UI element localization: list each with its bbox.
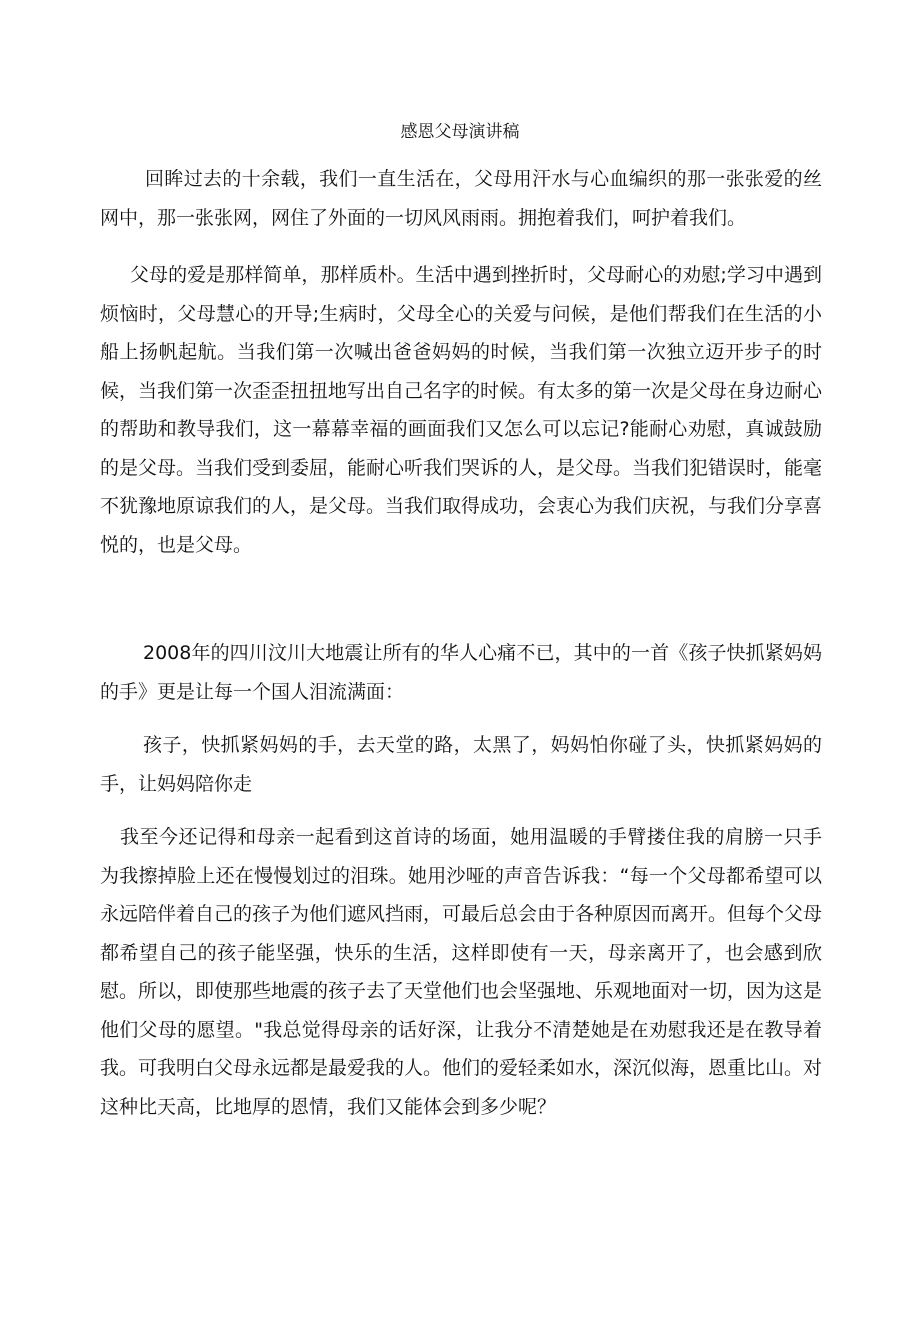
paragraph-1: 回眸过去的十余载，我们一直生活在，父母用汗水与心血编织的那一张张爱的丝网中，那一张张网，网住了外面的一切风风雨雨。拥抱着我们，呵护着我们。: [100, 168, 822, 229]
paragraph-3: 2008年的四川汶川大地震让所有的华人心痛不已，其中的一首《孩子快抓紧妈妈的手》更是让每一个国人泪流满面：: [100, 642, 822, 703]
paragraph-2: 父母的爱是那样简单，那样质朴。生活中遇到挫折时，父母耐心的劝慰;学习中遇到烦恼时，父母慧心的开导;生病时，父母全心的关爱与问候，是他们帮我们在生活的小船上扬帆起航。当我们第一次喊出爸爸妈妈的时候，当我们第一次独立迈开步子的时候，当我们第一次歪歪扭扭地写出自己名字的时候。有太多的第一次是父母在身边耐心的帮助和教导我们，这一幕幕幸福的画面我们又怎么可以忘记?能耐心劝慰，真诚鼓励的是父母。当我们受到委屈，能耐心听我们哭诉的人，是父母。当我们犯错误时，能毫不犹豫地原谅我们的人，是父母。当我们取得成功，会衷心为我们庆祝，与我们分享喜悦的，也是父母。: [100, 264, 823, 556]
paragraph-4: 孩子，快抓紧妈妈的手，去天堂的路，太黑了，妈妈怕你碰了头，快抓紧妈妈的手，让妈妈陪你走: [100, 734, 822, 795]
document-title: 感恩父母演讲稿: [400, 122, 520, 142]
paragraph-5: 我至今还记得和母亲一起看到这首诗的场面，她用温暖的手臂搂住我的肩膀一只手为我擦掉脸上还在慢慢划过的泪珠。她用沙哑的声音告诉我：“每一个父母都希望可以永远陪伴着自己的孩子为他们遮风挡雨，可最后总会由于各种原因而离开。但每个父母都希望自己的孩子能坚强，快乐的生活，这样即使有一天，母亲离开了，也会感到欣慰。所以，即使那些地震的孩子去了天堂他们也会坚强地、乐观地面对一切，因为这是他们父母的愿望。"我总觉得母亲的话好深，让我分不清楚她是在劝慰我还是在教导着我。可我明白父母永远都是最爱我的人。他们的爱轻柔如水，深沉似海，恩重比山。对这种比天高，比地厚的恩情，我们又能体会到多少呢？: [100, 826, 823, 1118]
